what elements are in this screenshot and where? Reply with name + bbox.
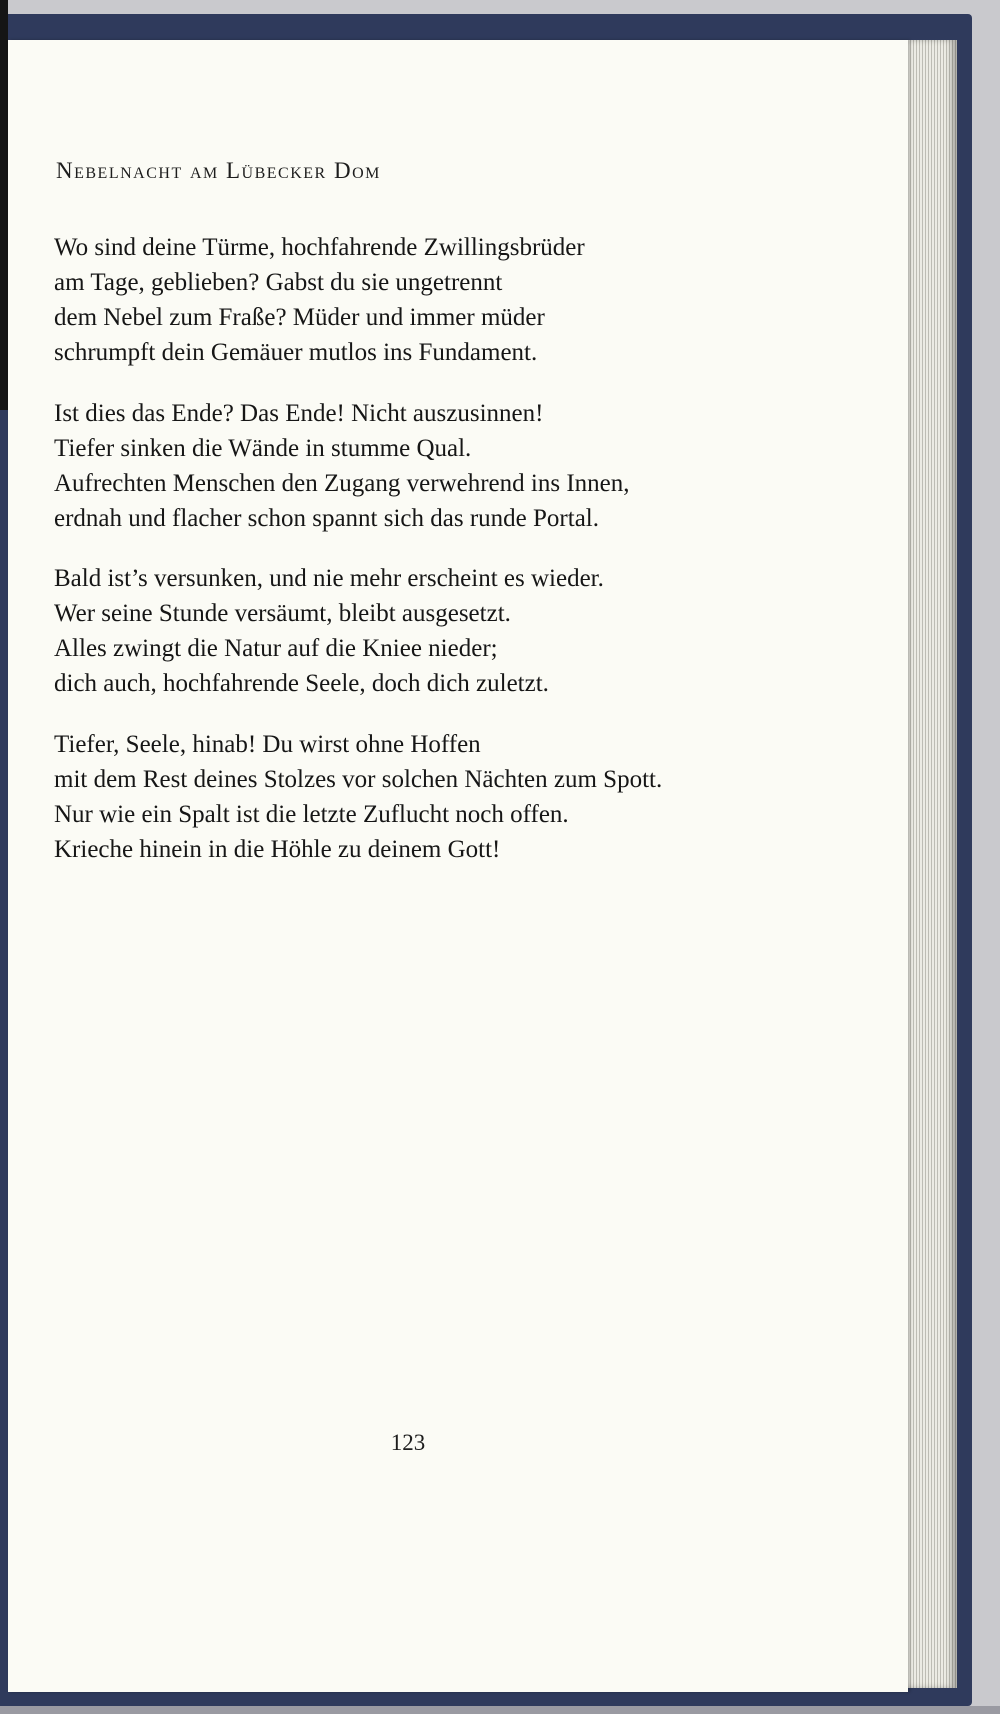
- poem-line: am Tage, geblieben? Gabst du sie ungetrennt: [54, 269, 503, 296]
- poem-line: Krieche hinein in die Höhle zu deinem Gott!: [54, 836, 501, 863]
- poem-line: mit dem Rest deines Stolzes vor solchen Nächten zum Spott.: [54, 766, 663, 793]
- poem-line: Tiefer, Seele, hinab! Du wirst ohne Hoffen: [54, 731, 481, 758]
- page-number: 123: [390, 1430, 426, 1455]
- poem-line: dich auch, hochfahrende Seele, doch dich zuletzt.: [54, 670, 549, 697]
- poem-line: Alles zwingt die Natur auf die Kniee nieder;: [54, 635, 498, 662]
- book-page: [8, 40, 908, 1692]
- stanza-4: [54, 727, 662, 867]
- poem-line: schrumpft dein Gemäuer mutlos ins Fundament.: [54, 339, 538, 366]
- poem-title: Nebelnacht am Lübecker Dom: [56, 158, 381, 183]
- poem-line: Nur wie ein Spalt ist die letzte Zuflucht noch offen.: [54, 801, 569, 828]
- stanza-2: [54, 396, 630, 536]
- stanza-1: [54, 230, 585, 370]
- dark-spine-edge: [0, 0, 8, 410]
- stanza-3: [54, 561, 604, 701]
- poem-line: Tiefer sinken die Wände in stumme Qual.: [54, 435, 472, 462]
- poem-line: Ist dies das Ende? Das Ende! Nicht auszusinnen!: [54, 400, 544, 427]
- poem-line: erdnah und flacher schon spannt sich das runde Portal.: [54, 505, 599, 532]
- poem-line: Wer seine Stunde versäumt, bleibt ausgesetzt.: [54, 600, 511, 627]
- poem-line: Bald ist’s versunken, und nie mehr erscheint es wieder.: [54, 565, 604, 592]
- poem-line: dem Nebel zum Fraße? Müder und immer müder: [54, 304, 545, 331]
- poem-line: Wo sind deine Türme, hochfahrende Zwillingsbrüder: [54, 234, 585, 261]
- bottom-strip: [0, 1706, 1000, 1714]
- page-edges: [905, 40, 957, 1688]
- poem-line: Aufrechten Menschen den Zugang verwehrend ins Innen,: [54, 470, 630, 497]
